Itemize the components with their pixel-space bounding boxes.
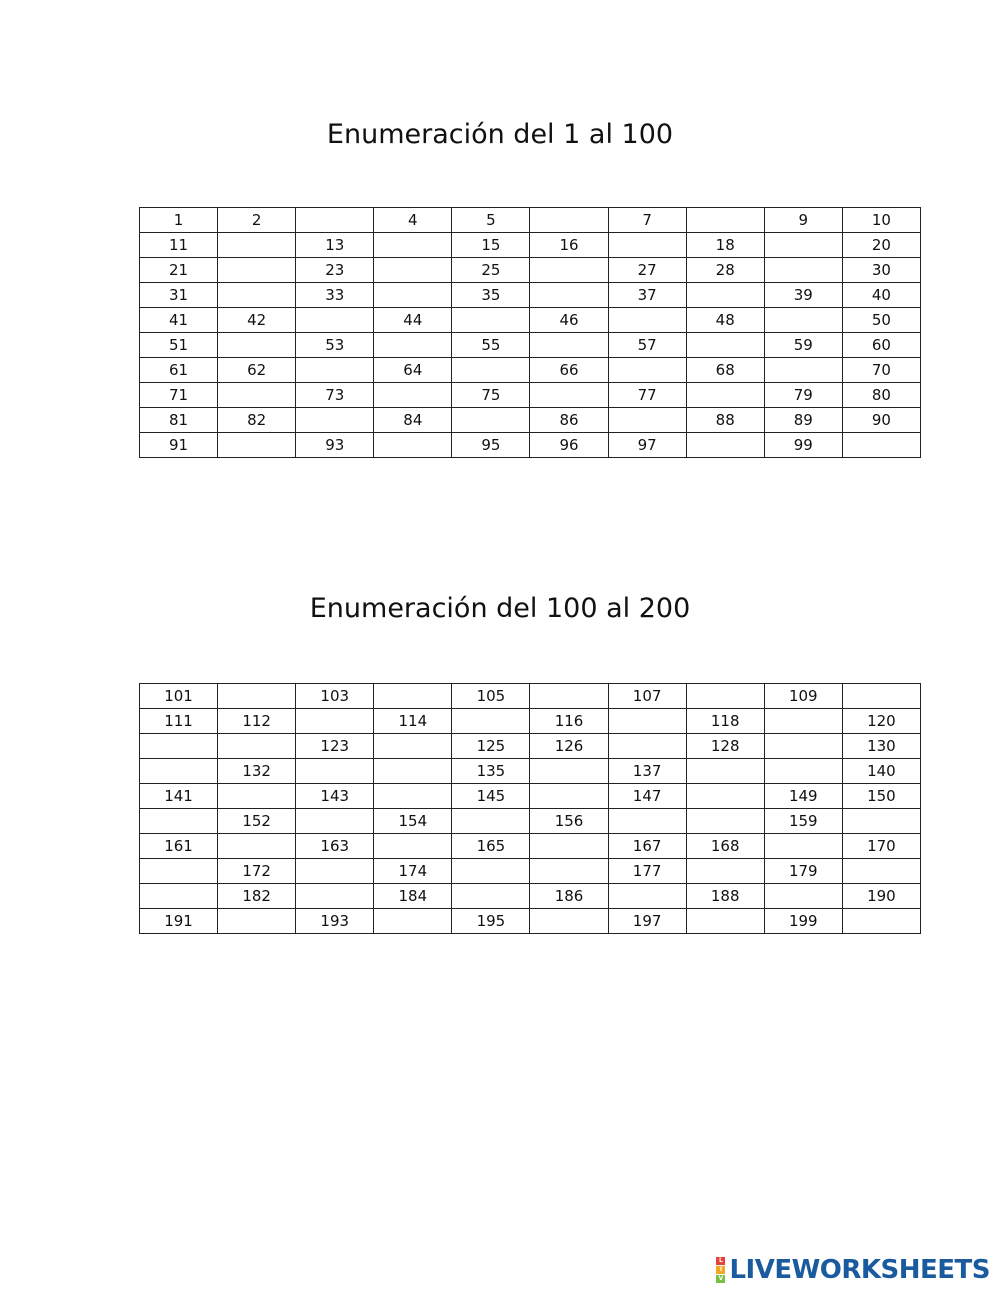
blank-cell[interactable] — [686, 283, 764, 308]
blank-cell[interactable] — [296, 884, 374, 909]
blank-cell[interactable] — [764, 308, 842, 333]
blank-cell[interactable] — [218, 333, 296, 358]
number-cell: 137 — [608, 759, 686, 784]
number-cell: 11 — [140, 233, 218, 258]
number-cell: 33 — [296, 283, 374, 308]
number-grid-100-200 — [139, 683, 921, 934]
blank-cell[interactable] — [374, 684, 452, 709]
number-cell: 25 — [452, 258, 530, 283]
table-row — [140, 684, 921, 709]
number-cell: 88 — [686, 408, 764, 433]
table-row — [140, 358, 921, 383]
blank-cell[interactable] — [686, 784, 764, 809]
grid-body — [140, 208, 921, 458]
number-cell: 30 — [842, 258, 920, 283]
blank-cell[interactable] — [218, 784, 296, 809]
number-cell: 184 — [374, 884, 452, 909]
number-cell: 1 — [140, 208, 218, 233]
blank-cell[interactable] — [764, 884, 842, 909]
blank-cell[interactable] — [374, 909, 452, 934]
blank-cell[interactable] — [218, 909, 296, 934]
number-cell: 177 — [608, 859, 686, 884]
number-cell: 37 — [608, 283, 686, 308]
number-cell: 99 — [764, 433, 842, 458]
number-cell: 2 — [218, 208, 296, 233]
number-cell: 107 — [608, 684, 686, 709]
number-cell: 39 — [764, 283, 842, 308]
blank-cell[interactable] — [296, 859, 374, 884]
blank-cell[interactable] — [764, 358, 842, 383]
number-cell: 42 — [218, 308, 296, 333]
number-cell: 126 — [530, 734, 608, 759]
blank-cell[interactable] — [686, 208, 764, 233]
number-cell: 73 — [296, 383, 374, 408]
number-cell: 170 — [842, 834, 920, 859]
blank-cell[interactable] — [764, 734, 842, 759]
number-cell: 147 — [608, 784, 686, 809]
blank-cell[interactable] — [218, 834, 296, 859]
grid-body — [140, 684, 921, 934]
table-row — [140, 709, 921, 734]
blank-cell[interactable] — [296, 759, 374, 784]
number-cell: 51 — [140, 333, 218, 358]
number-cell: 120 — [842, 709, 920, 734]
blank-cell[interactable] — [686, 859, 764, 884]
blank-cell[interactable] — [608, 233, 686, 258]
brand-name: LIVEWORKSHEETS — [729, 1255, 990, 1285]
number-cell: 116 — [530, 709, 608, 734]
blank-cell[interactable] — [686, 809, 764, 834]
number-cell: 48 — [686, 308, 764, 333]
table-row — [140, 784, 921, 809]
number-cell: 71 — [140, 383, 218, 408]
number-cell: 16 — [530, 233, 608, 258]
table-row — [140, 809, 921, 834]
number-cell: 199 — [764, 909, 842, 934]
number-cell: 128 — [686, 734, 764, 759]
table-row — [140, 859, 921, 884]
blank-cell[interactable] — [608, 358, 686, 383]
number-cell: 80 — [842, 383, 920, 408]
number-cell: 145 — [452, 784, 530, 809]
number-cell: 96 — [530, 433, 608, 458]
number-cell: 125 — [452, 734, 530, 759]
blank-cell[interactable] — [842, 909, 920, 934]
table-row — [140, 283, 921, 308]
number-cell: 150 — [842, 784, 920, 809]
blank-cell[interactable] — [452, 308, 530, 333]
blank-cell[interactable] — [530, 684, 608, 709]
number-cell: 86 — [530, 408, 608, 433]
blank-cell[interactable] — [608, 308, 686, 333]
table-row — [140, 383, 921, 408]
number-cell: 105 — [452, 684, 530, 709]
number-cell: 114 — [374, 709, 452, 734]
blank-cell[interactable] — [218, 283, 296, 308]
number-cell: 186 — [530, 884, 608, 909]
number-cell: 61 — [140, 358, 218, 383]
blank-cell[interactable] — [530, 258, 608, 283]
blank-cell[interactable] — [530, 208, 608, 233]
number-cell: 15 — [452, 233, 530, 258]
number-cell: 109 — [764, 684, 842, 709]
blank-cell[interactable] — [296, 308, 374, 333]
table-row — [140, 734, 921, 759]
number-cell: 66 — [530, 358, 608, 383]
number-cell: 141 — [140, 784, 218, 809]
blank-cell[interactable] — [530, 283, 608, 308]
blank-cell[interactable] — [452, 884, 530, 909]
number-cell: 53 — [296, 333, 374, 358]
blank-cell[interactable] — [374, 258, 452, 283]
blank-cell[interactable] — [686, 759, 764, 784]
blank-cell[interactable] — [530, 834, 608, 859]
blank-cell[interactable] — [140, 859, 218, 884]
blank-cell[interactable] — [218, 233, 296, 258]
number-cell: 90 — [842, 408, 920, 433]
blank-cell[interactable] — [686, 333, 764, 358]
blank-cell[interactable] — [452, 408, 530, 433]
blank-cell[interactable] — [686, 909, 764, 934]
table-row — [140, 408, 921, 433]
blank-cell[interactable] — [140, 809, 218, 834]
number-cell: 132 — [218, 759, 296, 784]
blank-cell[interactable] — [140, 884, 218, 909]
liveworksheets-logo — [716, 1256, 990, 1284]
number-cell: 111 — [140, 709, 218, 734]
number-cell: 112 — [218, 709, 296, 734]
number-cell: 50 — [842, 308, 920, 333]
number-cell: 193 — [296, 909, 374, 934]
blank-cell[interactable] — [530, 759, 608, 784]
blank-cell[interactable] — [296, 408, 374, 433]
number-cell: 101 — [140, 684, 218, 709]
blank-cell[interactable] — [218, 684, 296, 709]
blank-cell[interactable] — [374, 383, 452, 408]
blank-cell[interactable] — [218, 258, 296, 283]
section-1-title: Enumeración del 1 al 100 — [326, 119, 674, 150]
number-cell: 4 — [374, 208, 452, 233]
number-cell: 168 — [686, 834, 764, 859]
table-row — [140, 759, 921, 784]
number-cell: 5 — [452, 208, 530, 233]
blank-cell[interactable] — [842, 433, 920, 458]
blank-cell[interactable] — [140, 734, 218, 759]
logo-letter: L — [716, 1257, 725, 1265]
number-cell: 77 — [608, 383, 686, 408]
number-cell: 62 — [218, 358, 296, 383]
blank-cell[interactable] — [374, 433, 452, 458]
section-2-title: Enumeración del 100 al 200 — [309, 593, 691, 624]
number-cell: 195 — [452, 909, 530, 934]
number-cell: 118 — [686, 709, 764, 734]
table-row — [140, 433, 921, 458]
blank-cell[interactable] — [218, 383, 296, 408]
number-cell: 190 — [842, 884, 920, 909]
number-cell: 79 — [764, 383, 842, 408]
blank-cell[interactable] — [296, 208, 374, 233]
blank-cell[interactable] — [452, 859, 530, 884]
number-cell: 57 — [608, 333, 686, 358]
blank-cell[interactable] — [296, 809, 374, 834]
table-row — [140, 884, 921, 909]
number-cell: 154 — [374, 809, 452, 834]
live-icon — [716, 1257, 725, 1283]
number-cell: 172 — [218, 859, 296, 884]
number-cell: 59 — [764, 333, 842, 358]
table-row — [140, 233, 921, 258]
blank-cell[interactable] — [296, 709, 374, 734]
blank-cell[interactable] — [842, 859, 920, 884]
number-cell: 174 — [374, 859, 452, 884]
blank-cell[interactable] — [452, 809, 530, 834]
blank-cell[interactable] — [530, 784, 608, 809]
blank-cell[interactable] — [374, 784, 452, 809]
blank-cell[interactable] — [764, 759, 842, 784]
blank-cell[interactable] — [842, 684, 920, 709]
blank-cell[interactable] — [608, 809, 686, 834]
blank-cell[interactable] — [530, 909, 608, 934]
number-cell: 13 — [296, 233, 374, 258]
number-cell: 21 — [140, 258, 218, 283]
number-cell: 140 — [842, 759, 920, 784]
table-row — [140, 333, 921, 358]
number-cell: 130 — [842, 734, 920, 759]
number-cell: 40 — [842, 283, 920, 308]
blank-cell[interactable] — [374, 283, 452, 308]
table-row — [140, 208, 921, 233]
number-cell: 143 — [296, 784, 374, 809]
number-cell: 152 — [218, 809, 296, 834]
number-cell: 163 — [296, 834, 374, 859]
number-cell: 182 — [218, 884, 296, 909]
number-cell: 89 — [764, 408, 842, 433]
number-cell: 10 — [842, 208, 920, 233]
blank-cell[interactable] — [218, 734, 296, 759]
number-cell: 123 — [296, 734, 374, 759]
number-cell: 31 — [140, 283, 218, 308]
number-cell: 84 — [374, 408, 452, 433]
blank-cell[interactable] — [608, 709, 686, 734]
number-cell: 44 — [374, 308, 452, 333]
blank-cell[interactable] — [608, 884, 686, 909]
number-cell: 27 — [608, 258, 686, 283]
number-cell: 7 — [608, 208, 686, 233]
number-cell: 149 — [764, 784, 842, 809]
blank-cell[interactable] — [530, 333, 608, 358]
blank-cell[interactable] — [686, 684, 764, 709]
blank-cell[interactable] — [218, 433, 296, 458]
number-cell: 103 — [296, 684, 374, 709]
blank-cell[interactable] — [452, 709, 530, 734]
number-cell: 188 — [686, 884, 764, 909]
blank-cell[interactable] — [764, 834, 842, 859]
number-cell: 68 — [686, 358, 764, 383]
number-cell: 41 — [140, 308, 218, 333]
blank-cell[interactable] — [374, 734, 452, 759]
number-cell: 159 — [764, 809, 842, 834]
blank-cell[interactable] — [452, 358, 530, 383]
number-cell: 28 — [686, 258, 764, 283]
number-cell: 191 — [140, 909, 218, 934]
number-cell: 93 — [296, 433, 374, 458]
number-cell: 91 — [140, 433, 218, 458]
number-cell: 23 — [296, 258, 374, 283]
blank-cell[interactable] — [764, 709, 842, 734]
number-cell: 75 — [452, 383, 530, 408]
number-cell: 197 — [608, 909, 686, 934]
blank-cell[interactable] — [296, 358, 374, 383]
blank-cell[interactable] — [374, 759, 452, 784]
blank-cell[interactable] — [374, 233, 452, 258]
number-cell: 60 — [842, 333, 920, 358]
number-cell: 156 — [530, 809, 608, 834]
number-cell: 167 — [608, 834, 686, 859]
number-cell: 35 — [452, 283, 530, 308]
blank-cell[interactable] — [530, 383, 608, 408]
table-row — [140, 308, 921, 333]
blank-cell[interactable] — [686, 383, 764, 408]
number-cell: 20 — [842, 233, 920, 258]
number-grid-1-100 — [139, 207, 921, 458]
number-cell: 18 — [686, 233, 764, 258]
number-cell: 70 — [842, 358, 920, 383]
number-cell: 165 — [452, 834, 530, 859]
number-cell: 135 — [452, 759, 530, 784]
number-cell: 97 — [608, 433, 686, 458]
blank-cell[interactable] — [764, 233, 842, 258]
blank-cell[interactable] — [608, 408, 686, 433]
blank-cell[interactable] — [140, 759, 218, 784]
blank-cell[interactable] — [842, 809, 920, 834]
number-cell: 55 — [452, 333, 530, 358]
table-row — [140, 834, 921, 859]
number-cell: 64 — [374, 358, 452, 383]
table-row — [140, 909, 921, 934]
table-row — [140, 258, 921, 283]
blank-cell[interactable] — [374, 834, 452, 859]
logo-letter: V — [716, 1275, 725, 1283]
blank-cell[interactable] — [686, 433, 764, 458]
number-cell: 95 — [452, 433, 530, 458]
number-cell: 82 — [218, 408, 296, 433]
blank-cell[interactable] — [374, 333, 452, 358]
blank-cell[interactable] — [764, 258, 842, 283]
number-cell: 179 — [764, 859, 842, 884]
number-cell: 161 — [140, 834, 218, 859]
number-cell: 81 — [140, 408, 218, 433]
number-cell: 9 — [764, 208, 842, 233]
number-cell: 46 — [530, 308, 608, 333]
blank-cell[interactable] — [608, 734, 686, 759]
blank-cell[interactable] — [530, 859, 608, 884]
logo-letter: I — [716, 1266, 725, 1274]
